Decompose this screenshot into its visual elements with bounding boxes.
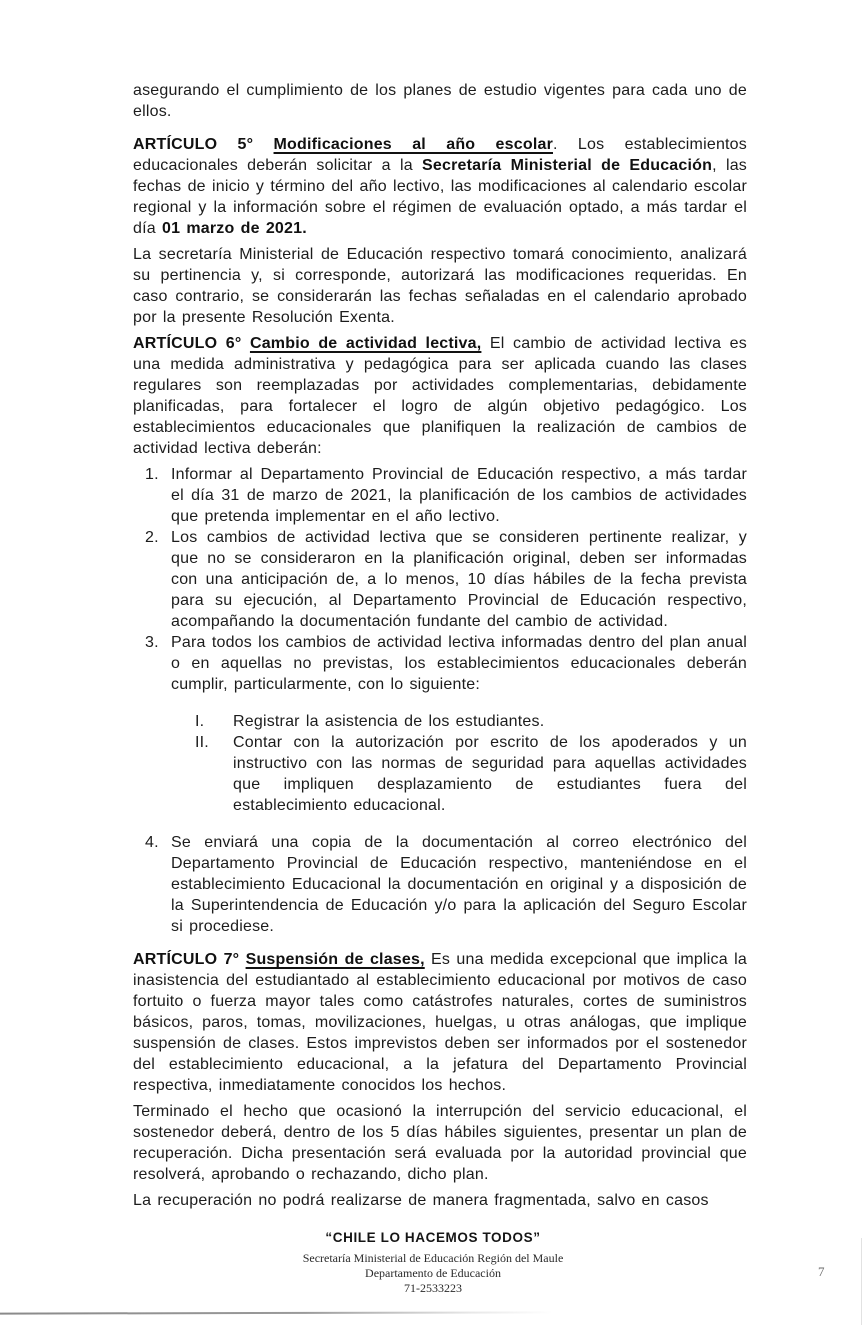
list-item — [133, 732, 747, 816]
list-item — [133, 464, 747, 527]
paragraph-terminado: Terminado el hecho que ocasionó la interrupción del servicio educacional, el sostenedor deberá, dentro de los 5 días hábiles siguientes, presentar un plan de recuperación. Dicha presentación será evaluada por la autoridad provincial que resolverá, aprobando o rechazando, dicho plan. — [133, 1103, 747, 1183]
page-footer — [133, 1230, 733, 1296]
text-segment: Cambio de actividad lectiva, — [249, 335, 482, 352]
text-segment: Modificaciones al año escolar — [273, 136, 553, 153]
list-item-number: 1. — [145, 466, 159, 483]
list-item — [133, 527, 747, 632]
list-item-text: Para todos los cambios de actividad lectiva informadas dentro del plan anual o en aquellas no previstas, los establecimientos educacionales deberán cumplir, particularmente, con lo siguiente: — [171, 634, 747, 693]
list-item-text: Se enviará una copia de la documentación al correo electrónico del Departamento Provincial de Educación respectivo, manteniéndose en el establecimiento Educacional la documentación en original y a disposición de la Superintendencia de Educación y/o para la aplicación del Seguro Escolar si procediese. — [171, 834, 747, 935]
footer-secretaria-line: Secretaría Ministerial de Educación Región del Maule — [302, 1251, 564, 1265]
text-segment: ARTÍCULO 5° — [133, 136, 274, 153]
footer-phone: 71-2533223 — [404, 1281, 462, 1295]
article-5-paragraph — [133, 134, 747, 239]
list-item-number: I. — [195, 713, 205, 730]
text-segment: ARTÍCULO 7° — [133, 951, 246, 968]
text-segment: El cambio de actividad lectiva es una medida administrativa y pedagógica para ser aplicada cuando las clases regulares son reemplazadas por actividades complementarias, debidamente planificadas, para fortalecer el logro de algún objetivo pedagógico. Los establecimientos educacionales que planifiquen la realización de cambios de actividad lectiva deberán: — [133, 335, 747, 457]
list-item — [133, 832, 747, 937]
page-number: 7 — [818, 1264, 825, 1279]
article-6-paragraph — [133, 333, 747, 459]
document-body — [133, 80, 747, 1223]
list-item — [133, 711, 747, 732]
article-5-paragraph-2: La secretaría Ministerial de Educación respectivo tomará conocimiento, analizará su pertinencia y, si corresponde, autorizará las modificaciones requeridas. En caso contrario, se considerarán las fechas señaladas en el calendario aprobado por la presente Resolución Exenta. — [133, 246, 747, 326]
scan-artifact-edge — [861, 1238, 862, 1325]
list-item-text: Registrar la asistencia de los estudiantes. — [233, 713, 545, 730]
footer-slogan: “CHILE LO HACEMOS TODOS” — [325, 1230, 541, 1245]
paragraph-recuperacion: La recuperación no podrá realizarse de manera fragmentada, salvo en casos — [133, 1192, 709, 1209]
text-segment: . Los establecimientos educacionales deberán solicitar a la — [133, 136, 747, 174]
list-item-number: 3. — [145, 634, 159, 651]
numbered-list — [133, 464, 747, 937]
list-item — [133, 632, 747, 695]
list-item-text: Los cambios de actividad lectiva que se consideren pertinente realizar, y que no se consideraron en la planificación original, deben ser informadas con una anticipación de, a lo menos, 10 días hábiles de la fecha prevista para su ejecución, al Departamento Provincial de Educación respectivo, acompañando la documentación fundante del cambio de actividad. — [171, 529, 747, 630]
text-segment: Secretaría Ministerial de Educación — [422, 157, 713, 174]
list-item-number: II. — [195, 734, 209, 751]
text-segment: 01 marzo de 2021. — [162, 220, 307, 237]
list-item-number: 2. — [145, 529, 159, 546]
text-segment: Es una medida excepcional que implica la inasistencia del estudiantado al establecimiento educacional por motivos de caso fortuito o fuerza mayor tales como catástrofes naturales, cortes de suministros básicos, paros, tomas, movilizaciones, huelgas, u otras análogas, que implique suspensión de clases. Estos imprevistos deben ser informados por el sostenedor del establecimiento educacional, a la jefatura del Departamento Provincial respectiva, inmediatamente conocidos los hechos. — [133, 951, 747, 1094]
list-item-number: 4. — [145, 834, 159, 851]
list-item-text: Informar al Departamento Provincial de Educación respectivo, a más tardar el día 31 de marzo de 2021, la planificación de los cambios de actividades que pretenda implementar en el año lectivo. — [171, 466, 747, 525]
roman-sublist — [133, 711, 747, 816]
text-segment: ARTÍCULO 6° — [133, 335, 250, 352]
list-item-text: Contar con la autorización por escrito de los apoderados y un instructivo con las normas de seguridad para aquellas actividades que impliquen desplazamiento de estudiantes fuera del establecimiento educacional. — [233, 734, 747, 814]
footer-departamento-line: Departamento de Educación — [365, 1266, 501, 1280]
paragraph-intro: asegurando el cumplimiento de los planes de estudio vigentes para cada uno de ellos. — [133, 82, 747, 120]
scan-artifact-line — [0, 1311, 553, 1314]
text-segment: , las fechas de inicio y término del año lectivo, las modificaciones al calendario escolar regional y la información sobre el régimen de evaluación optado, a más tardar el día — [133, 157, 748, 237]
article-7-paragraph — [133, 949, 747, 1096]
text-segment: Suspensión de clases, — [245, 951, 425, 968]
